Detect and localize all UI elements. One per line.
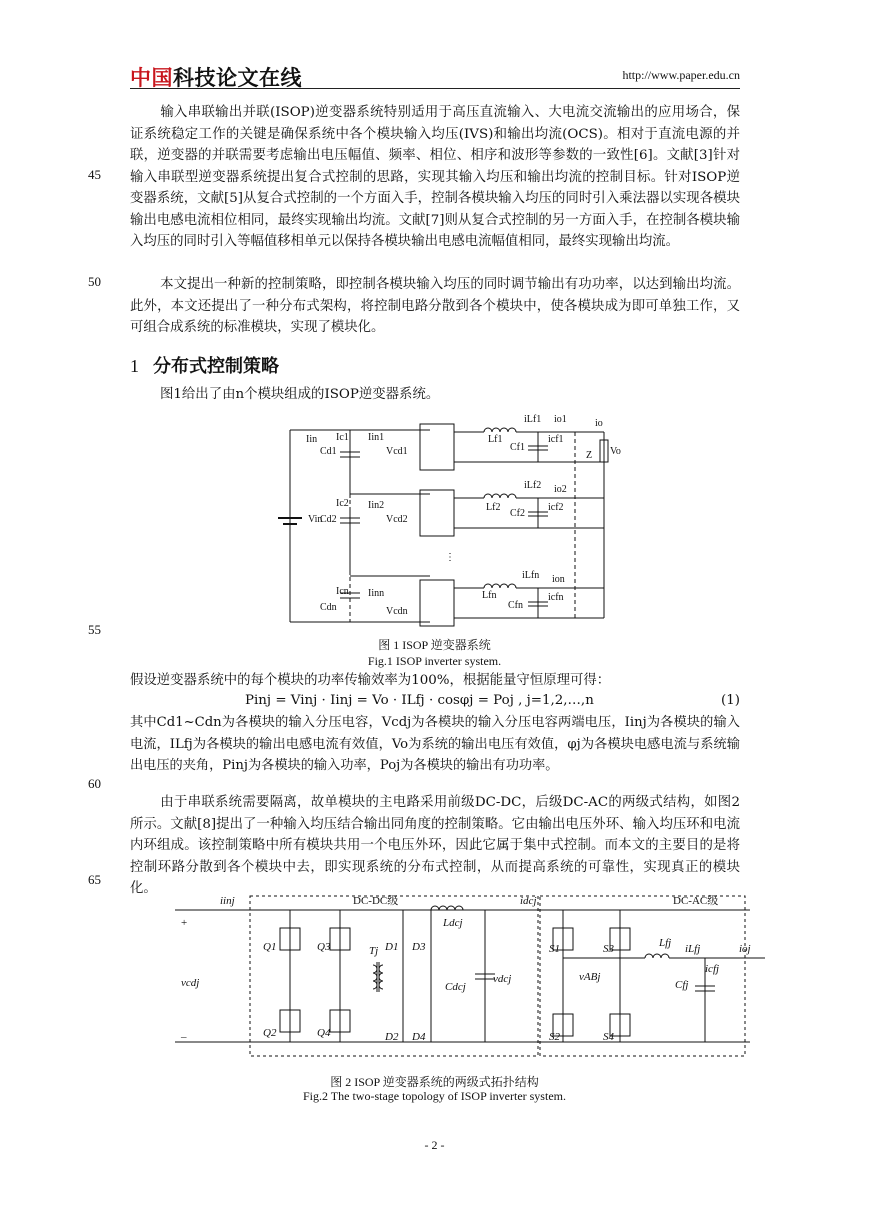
circuit-label: icf2: [548, 502, 564, 513]
circuit-label: D1: [385, 941, 399, 953]
circuit-label: ioj: [739, 943, 751, 955]
circuit-label: Tj: [369, 945, 379, 957]
journal-logo: 中国科技论文在线: [130, 66, 302, 90]
circuit-label: Cfn: [508, 600, 523, 611]
site-url[interactable]: http://www.paper.edu.cn: [622, 68, 740, 82]
circuit-label: Cf1: [510, 442, 525, 453]
circuit-label: +: [181, 917, 188, 929]
circuit-label: Q2: [263, 1027, 277, 1039]
page-number: - 2 -: [424, 1138, 445, 1152]
fig1-dots: ⋮: [445, 552, 455, 563]
circuit-label: idcj: [520, 895, 537, 907]
fig2-dcac-label: DC-AC级: [673, 895, 719, 907]
line-number: 45: [88, 167, 101, 182]
circuit-label: Q4: [317, 1027, 331, 1039]
fig1-io: io: [595, 418, 603, 429]
fig1-vin: Vin: [308, 514, 323, 525]
paragraph-1: 输入串联输出并联(ISOP)逆变器系统特别适用于高压直流输入、大电流交流输出的应用场合，保证系统稳定工作的关键是确保系统中各个模块输入均压(IVS)和输出均流(OCS)。相对于直流电源的并联，逆变器的并联需要考虑输出电压幅值、频率、相位、相序和波形等参数的一致性[6]。文献[3]针对输入串联型逆变器系统提出复合式控制的思路，实现其输入均压和输出均流的控制目标。针对ISOP逆变器系统，文献[5]从复合式控制的一个方面入手，控制各模块输入均压的同时引入乘法器以实现各模块输出电感电流相位相同，最终实现输出均流。文献[7]则从复合式控制的另一方面入手，在控制各模块输入均压的同时引入等幅值移相单元以保持各模块输出电感电流幅值相同，最终实现输出均流。: [130, 105, 740, 249]
fig1-caption-en: Fig.1 ISOP inverter system.: [367, 654, 502, 668]
circuit-label: Lf1: [488, 434, 503, 445]
circuit-label: iinj: [220, 895, 235, 907]
circuit-label: Ldcj: [443, 917, 463, 929]
circuit-label: io1: [554, 414, 567, 425]
circuit-label: vABj: [579, 971, 601, 983]
circuit-label: vdcj: [493, 973, 512, 985]
circuit-label: Lf2: [486, 502, 501, 513]
circuit-label: iLfj: [685, 943, 701, 955]
circuit-label: S4: [603, 1031, 614, 1043]
equation-number: (1): [721, 693, 740, 708]
circuit-label: Q1: [263, 941, 277, 953]
circuit-label: S3: [603, 943, 614, 955]
paragraph-5: 其中Cd1~Cdn为各模块的输入分压电容，Vcdj为各模块的输入分压电容两端电压，Iinj为各模块的输入电流，ILfj为各模块的输出电感电流有效值，Vo为系统的输出电压有效值，φj为各模块电感电流与系统输出电压的夹角，Pinj为各模块的输入功率，Poj为各模块的输出有功功率。: [130, 715, 740, 773]
line-number: 65: [88, 872, 101, 887]
circuit-label: Cf2: [510, 508, 525, 519]
paragraph-3: 图1给出了由n个模块组成的ISOP逆变器系统。: [160, 387, 440, 402]
equation-body: Pinj = Vinj · Iinj = Vo · ILfj · cosφj = Poj , j=1,2,…,n: [245, 693, 594, 708]
circuit-label: Iin1: [368, 432, 385, 443]
circuit-label: Lfj: [659, 937, 672, 949]
circuit-label: iLfn: [522, 570, 540, 581]
circuit-label: Vcd2: [386, 514, 408, 525]
circuit-label: ion: [552, 574, 565, 585]
circuit-label: icfj: [705, 963, 720, 975]
paragraph-4: 假设逆变器系统中的每个模块的功率传输效率为100%，根据能量守恒原理可得：: [130, 673, 611, 688]
circuit-label: Cd1: [320, 446, 337, 457]
circuit-label: Ic1: [336, 432, 349, 443]
circuit-label: Cd2: [320, 514, 337, 525]
circuit-label: iLf2: [524, 480, 542, 491]
circuit-label: Cfj: [675, 979, 689, 991]
fig1-z: Z: [586, 450, 593, 461]
circuit-label: Icn: [336, 586, 349, 597]
line-number: 50: [88, 274, 101, 289]
circuit-label: Lfn: [482, 590, 497, 601]
circuit-label: D4: [412, 1031, 426, 1043]
circuit-label: S2: [549, 1031, 560, 1043]
line-number: 60: [88, 776, 101, 791]
fig1-vo: Vo: [610, 446, 621, 457]
circuit-label: Vcdn: [386, 606, 408, 617]
circuit-label: S1: [549, 943, 560, 955]
section-heading: 1 分布式控制策略: [130, 356, 279, 377]
circuit-label: Q3: [317, 941, 331, 953]
circuit-label: D3: [412, 941, 426, 953]
circuit-label: Cdcj: [445, 981, 466, 993]
paragraph-6: 由于串联系统需要隔离，故单模块的主电路采用前级DC-DC，后级DC-AC的两级式结构，如图2所示。文献[8]提出了一种输入均压结合输出同角度的控制策略。它由输出电压外环、输入均压环和电流内环组成。该控制策略中所有模块共用一个电压外环，因此它属于集中式控制。而本文的主要目的是将控制环路分散到各个模块中去，即实现系统的分布式控制，从而提高系统的可靠性，实现真正的模块化。: [130, 795, 740, 896]
circuit-label: Cdn: [320, 602, 337, 613]
circuit-label: io2: [554, 484, 567, 495]
circuit-label: icf1: [548, 434, 564, 445]
page-header: [130, 62, 740, 89]
fig2-dcdc-label: DC-DC级: [353, 895, 399, 907]
circuit-label: –: [181, 1031, 187, 1043]
circuit-label: icfn: [548, 592, 564, 603]
fig2-caption-en: Fig.2 The two-stage topology of ISOP inverter system.: [303, 1089, 566, 1103]
circuit-label: Iin2: [368, 500, 385, 511]
fig1-iin: Iin: [306, 434, 318, 445]
circuit-label: Iinn: [368, 588, 385, 599]
circuit-label: iLf1: [524, 414, 542, 425]
fig2-caption-cn: 图 2 ISOP 逆变器系统的两级式拓扑结构: [330, 1075, 539, 1089]
figure-1-circuit: [270, 410, 630, 635]
circuit-label: D2: [385, 1031, 399, 1043]
fig1-caption-cn: 图 1 ISOP 逆变器系统: [378, 638, 491, 652]
figure-2-circuit: [175, 890, 775, 1068]
circuit-label: vcdj: [181, 977, 200, 989]
circuit-label: Vcd1: [386, 446, 408, 457]
circuit-label: Ic2: [336, 498, 349, 509]
line-number: 55: [88, 622, 101, 637]
paragraph-2: 本文提出一种新的控制策略，即控制各模块输入均压的同时调节输出有功功率，以达到输出均流。此外，本文还提出了一种分布式架构，将控制电路分散到各个模块中，使各模块成为即可单独工作，又可组合成系统的标准模块，实现了模块化。: [130, 277, 740, 335]
